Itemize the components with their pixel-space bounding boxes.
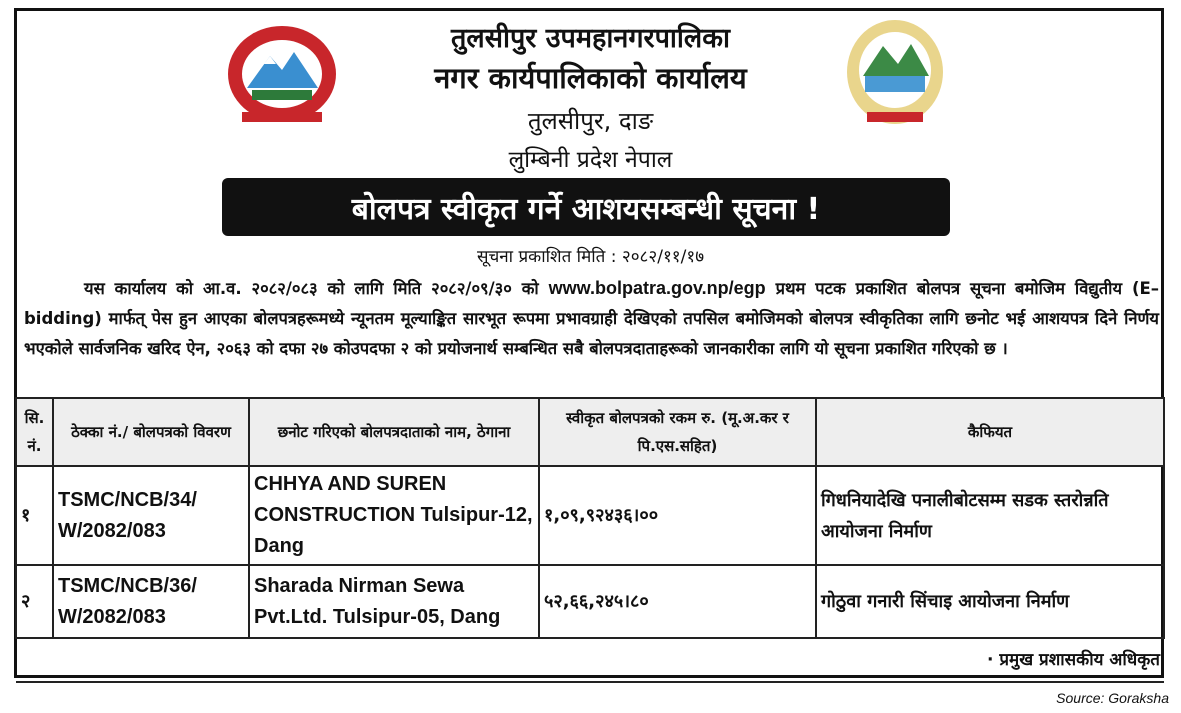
office-location: तुलसीपुर, दाङ (527, 107, 654, 135)
publish-date: सूचना प्रकाशित मिति : २०८२/११/१७ (476, 247, 705, 267)
amount-cell: ५२,६६,२४५।८० (539, 565, 816, 638)
contract-cell: TSMC/NCB/34/ W/2082/083 (53, 466, 249, 565)
office-name: नगर कार्यपालिकाको कार्यालय (434, 61, 747, 95)
notice-title-banner: बोलपत्र स्वीकृत गर्ने आशयसम्बन्धी सूचना ! (222, 178, 950, 236)
contract-cell: TSMC/NCB/36/ W/2082/083 (53, 565, 249, 638)
bidder-cell: Sharada Nirman Sewa Pvt.Ltd. Tulsipur-05, Dang (249, 565, 539, 638)
col-bidder: छनोट गरिएको बोलपत्रदाताको नाम, ठेगाना (249, 398, 539, 466)
remarks-cell: गिधनियादेखि पनालीबोटसम्म सडक स्तरोन्नति आयोजना निर्माण (816, 466, 1164, 565)
table-header-row (16, 398, 1164, 466)
paragraph-text-b: प्रथम पटक प्रकाशित बोलपत्र सूचना बमोजिम विद्युतीय (E–bidding) मार्फत् पेस हुन आएका बोलपत्रहरूमध्ये न्यूनतम मूल्याङ्कित सारभूत रूपमा प्रभावग्राही देखिएको तपसिल बमोजिमको बोलपत्र स्वीकृतिका लागि छनोट भई आशयपत्र दिने निर्णय भएकोले सार्वजनिक खरिद ऐन, २०६३ को दफा २७ कोउपदफा २ को प्रयोजनार्थ सम्बन्धित सबै बोलपत्रदाताहरूको जानकारीका लागि यो सूचना प्रकाशित गरिएको छ । (24, 279, 1160, 358)
signatory: · प्रमुख प्रशासकीय अधिकृत (16, 638, 1164, 682)
col-serial: सि. नं. (16, 398, 53, 466)
award-table (15, 397, 1165, 683)
province-name: लुम्बिनी प्रदेश नेपाल (508, 147, 673, 173)
remarks-cell: गोठुवा गनारी सिंचाइ आयोजना निर्माण (816, 565, 1164, 638)
amount-cell: १,०९,९२४३६।०० (539, 466, 816, 565)
paragraph-text-a: यस कार्यालय को आ.व. २०८२/०८३ को लागि मिति २०८२/०९/३० को (84, 279, 549, 298)
signature-row (16, 638, 1164, 682)
col-contract: ठेक्का नं./ बोलपत्रको विवरण (53, 398, 249, 466)
table-row (16, 565, 1164, 638)
source-credit: Source: Goraksha (1056, 690, 1169, 706)
bolpatra-link[interactable]: www.bolpatra.gov.np/egp (548, 278, 766, 298)
table-row (16, 466, 1164, 565)
municipality-name: तुलसीपुर उपमहानगरपालिका (451, 23, 730, 54)
serial-cell: २ (16, 565, 53, 638)
col-amount: स्वीकृत बोलपत्रको रकम रु. (मू.अ.कर र पि.एस.सहित) (539, 398, 816, 466)
col-remarks: कैफियत (816, 398, 1164, 466)
bidder-cell: CHHYA AND SUREN CONSTRUCTION Tulsipur-12, Dang (249, 466, 539, 565)
serial-cell: १ (16, 466, 53, 565)
notice-paragraph (24, 273, 1159, 364)
